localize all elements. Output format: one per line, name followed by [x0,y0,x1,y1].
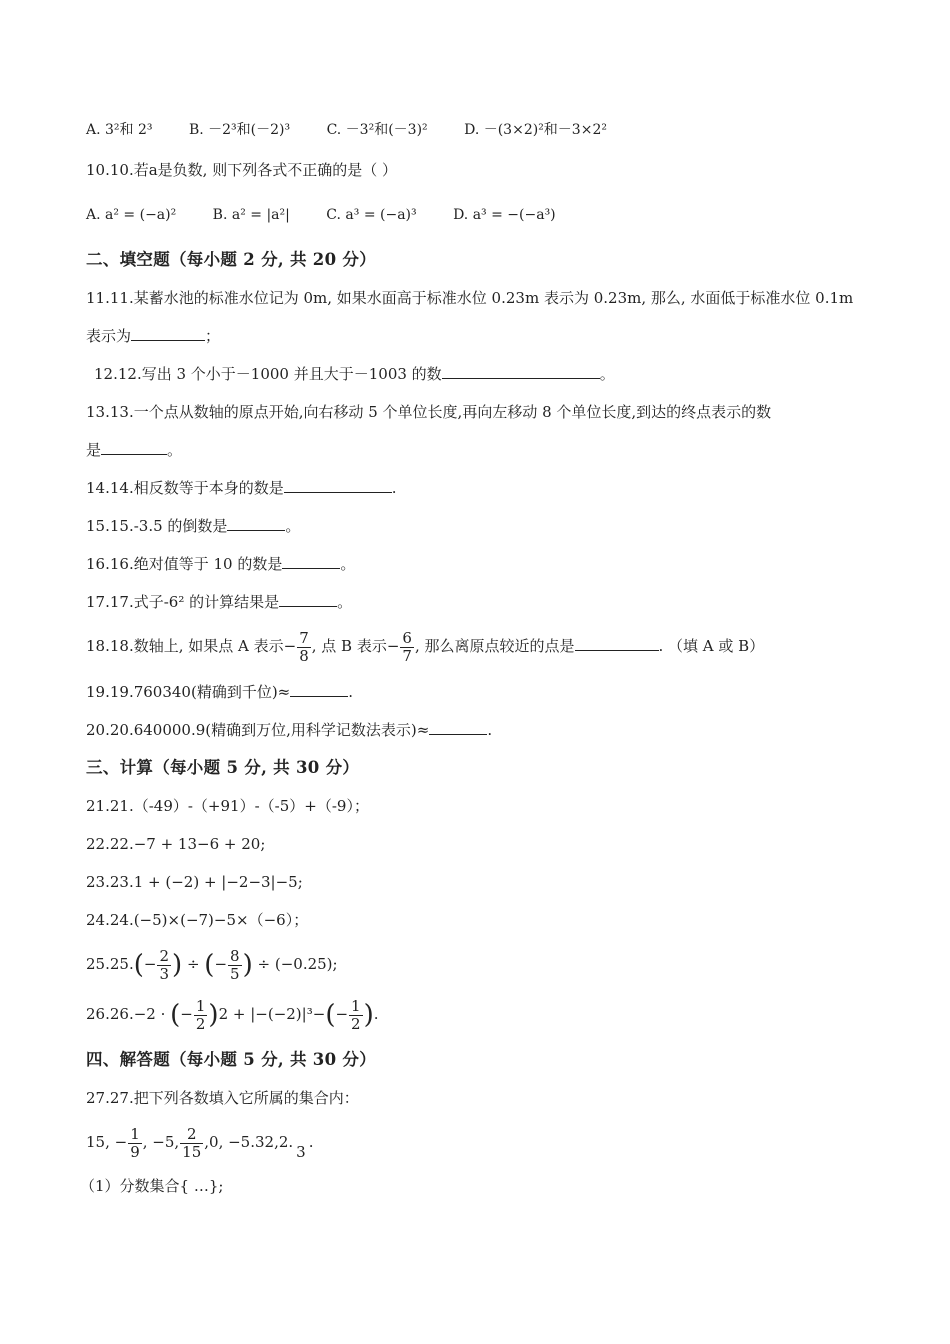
q22: 22.22.−7 + 13−6 + 20; [86,835,266,853]
q25-fraction-2-den: 5 [230,964,240,983]
q18-fraction-2-num: 6 [402,628,412,647]
q27-repeating-digit-value: 3 [296,1143,306,1161]
q10-stem: 10.10.若a是负数, 则下列各式不正确的是（ ） [86,161,397,179]
q16-answer-blank[interactable] [282,554,340,569]
q11-line1: 11.11.某蓄水池的标准水位记为 0m, 如果水面高于标准水位 0.23m 表示为 0.23m, 那么, 水面低于标准水位 0.1m [86,289,854,307]
q26-fraction-2-num: 1 [351,996,361,1015]
q25-label: 25.25. [86,955,134,973]
q24: 24.24.(−5)×(−7)−5×（−6）； [86,911,309,929]
q25: 25.25.(− $\frac{2}{3}$ ) ÷ (− $\frac{8}{5}$ ) ÷ (−0.25); [86,946,338,983]
q10-option-c: C. a³ = (−a)³ [326,207,417,223]
q26-paren-close-2: ) [363,1000,374,1030]
q18-text-c: , 那么离原点较近的点是 [414,637,575,655]
q25-fraction-1 [157,948,171,983]
q18-text-d: . （填 A 或 B） [658,637,765,655]
q26-paren-open-2: ( [325,1000,336,1030]
q25-fraction-1-num: 2 [159,946,169,965]
q12-suffix: 。 [599,365,615,383]
q15 [86,516,300,536]
q19-suffix: . [348,683,354,701]
q19-answer-blank[interactable] [290,682,348,697]
q26-fraction-2 [349,998,363,1033]
q15-text: 15.15.-3.5 的倒数是 [86,517,228,535]
q13-answer-blank[interactable] [101,440,167,455]
q23: 23.23.1 + (−2) + |−2−3|−5; [86,873,303,891]
q16-suffix: 。 [340,555,356,573]
q10-option-b: B. a² = |a²| [212,207,290,223]
q26: 26.26.−2 · (− $\frac{1}{2}$ )2 + |−(−2)|³−(− $\frac{1}{2}$ ). [86,996,379,1033]
q27-nums-d: . [308,1133,314,1151]
q27-nums-b: , −5, [142,1133,180,1151]
q27-sub1: （1）分数集合{ …}; [80,1177,224,1195]
q11-suffix: ； [205,327,221,345]
q27-nums-a: 15, − [86,1133,128,1151]
q20-suffix: . [487,721,493,739]
q11-prefix: 表示为 [86,327,132,345]
q25-fraction-1-den: 3 [159,964,169,983]
q25-fraction-2 [228,948,242,983]
q27-fraction-2-num: 2 [180,1126,203,1144]
q27-fraction-2 [180,1126,203,1161]
q26-fraction-1-den: 2 [195,1014,206,1033]
q26-paren-close-1: ) [208,1000,219,1030]
q26-tail: . [373,1005,379,1023]
q18-fraction-1-num: 7 [299,628,309,647]
q26-fraction-1-num: 1 [195,996,206,1015]
q27-numbers [86,1122,314,1162]
q26-label: 26.26.−2 · [86,1005,166,1023]
q9-option-b: B. －2³和(－2)³ [188,122,291,138]
q27-fraction-1 [128,1126,142,1161]
q13-suffix: 。 [167,441,183,459]
q18 [86,628,764,665]
section-2-heading: 二、填空题（每小题 2 分, 共 20 分） [86,250,377,269]
q18-fraction-2 [400,630,414,665]
q25-paren-close-2: ) [242,950,253,980]
q18-fraction-1-den: 8 [299,646,309,665]
q18-answer-blank[interactable] [575,636,659,651]
q27-fraction-2-den: 15 [182,1142,202,1161]
q18-fraction-1 [297,630,311,665]
q14 [86,478,397,498]
q18-text-b: , 点 B 表示− [311,637,400,655]
q17-suffix: 。 [337,593,353,611]
q18-text-a: 18.18.数轴上, 如果点 A 表示− [86,637,297,655]
q20 [86,720,492,740]
q27-nums-c: ,0, −5.32,2. [204,1133,294,1151]
q20-answer-blank[interactable] [429,720,487,735]
q18-fraction-2-den: 7 [402,646,412,665]
q25-tail: ÷ (−0.25); [257,955,338,973]
q9-options [86,120,639,140]
q10-option-a: A. a² = (−a)² [86,207,177,223]
q17-text: 17.17.式子-6² 的计算结果是 [86,593,280,611]
q21: 21.21.（-49）-（+91）-（-5）+（-9）； [86,797,369,815]
q14-text: 14.14.相反数等于本身的数是 [86,479,284,497]
q16-text: 16.16.绝对值等于 10 的数是 [86,555,283,573]
q11-answer-blank[interactable] [131,326,205,341]
q25-fraction-2-num: 8 [230,946,240,965]
q14-answer-blank[interactable] [284,478,392,493]
section-3-heading: 三、计算（每小题 5 分, 共 30 分） [86,758,360,777]
q17-answer-blank[interactable] [279,592,337,607]
q25-paren-open-1: ( [133,950,144,980]
q25-paren-open-2: ( [204,950,215,980]
q26-middle: 2 + |−(−2)|³− [218,1005,326,1023]
q13-line2 [86,440,182,460]
q26-fraction-2-den: 2 [351,1014,361,1033]
q11-line2 [86,326,220,346]
q14-suffix: . [391,479,397,497]
q10-options [86,205,588,225]
q19-text: 19.19.760340(精确到千位)≈ [86,683,291,701]
q27-stem: 27.27.把下列各数填入它所属的集合内： [86,1089,359,1107]
q25-paren-close-1: ) [172,950,183,980]
q10-option-d: D. a³ = −(−a³) [453,207,556,223]
q13-line1: 13.13.一个点从数轴的原点开始,向右移动 5 个单位长度,再向左移动 8 个单位长度,到达的终点表示的数 [86,403,772,421]
q17 [86,592,352,612]
q12-answer-blank[interactable] [442,364,600,379]
q27-fraction-1-den: 9 [130,1142,140,1161]
q15-answer-blank[interactable] [227,516,285,531]
q12-text: 12.12.写出 3 个小于－1000 并且大于－1003 的数 [94,365,442,383]
q27-repeating-digit [294,1144,308,1161]
q16 [86,554,355,574]
q27-fraction-1-num: 1 [130,1124,140,1143]
q15-suffix: 。 [285,517,301,535]
q9-option-a: A. 3²和 2³ [86,122,153,138]
q13-prefix: 是 [86,441,102,459]
q19 [86,682,353,702]
section-4-heading: 四、解答题（每小题 5 分, 共 30 分） [86,1050,377,1069]
q20-text: 20.20.640000.9(精确到万位,用科学记数法表示)≈ [86,721,430,739]
q25-operator: ÷ [186,955,200,973]
q9-option-c: C. －3²和(－3)² [326,122,428,138]
q9-option-d: D. －(3×2)²和－3×2² [464,122,607,138]
q26-fraction-1 [194,998,208,1033]
q26-paren-open-1: ( [170,1000,181,1030]
q12 [94,364,615,384]
